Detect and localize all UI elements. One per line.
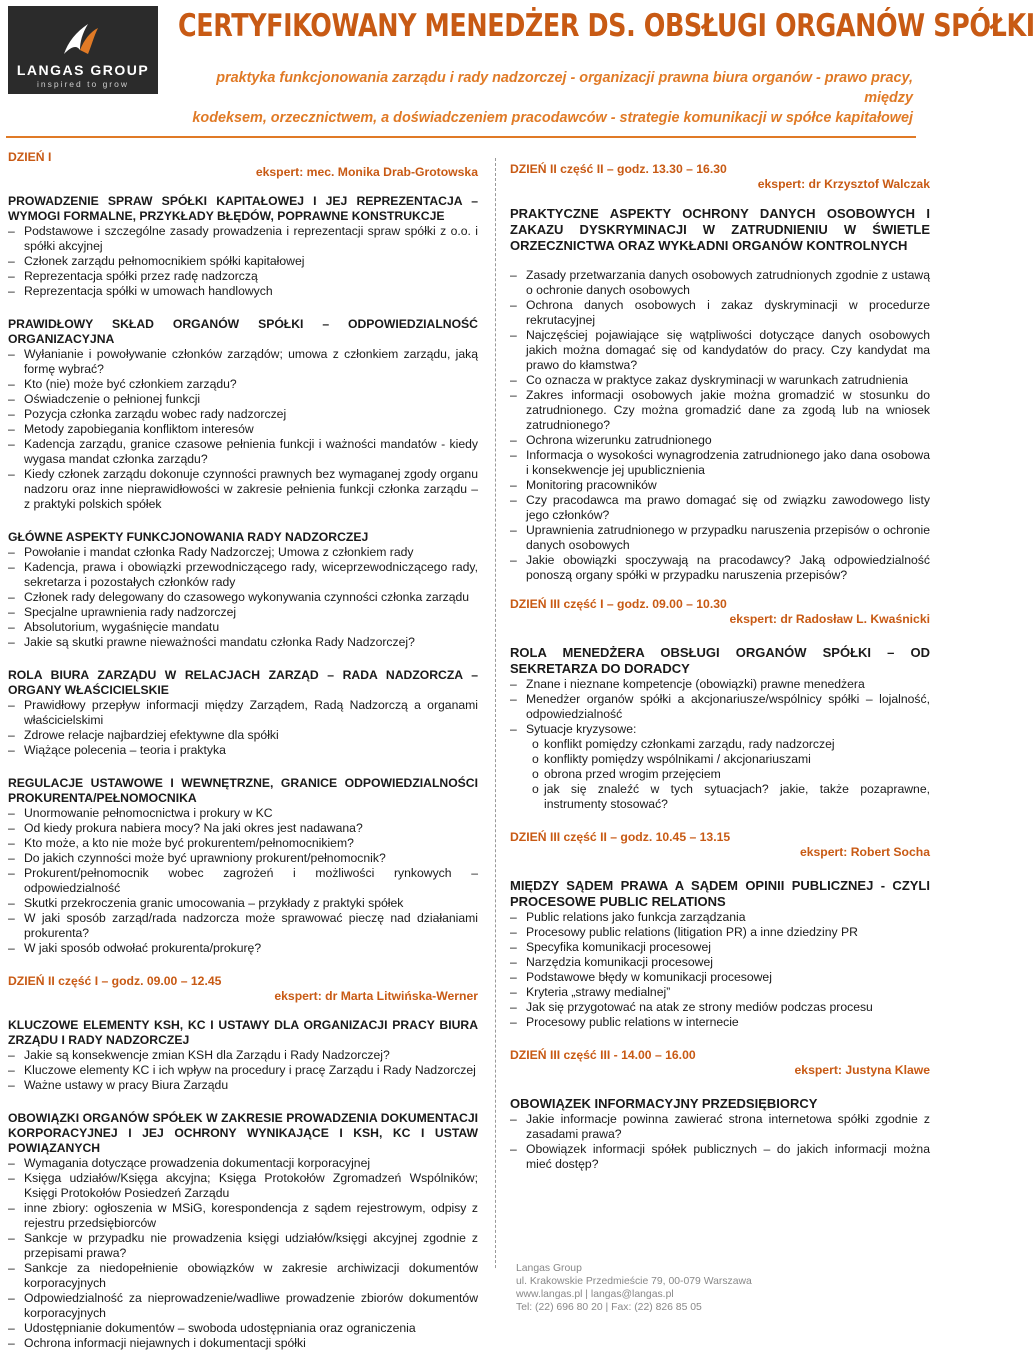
list-item: – Uprawnienia zatrudnionego w przypadku naruszenia przepisów o ochronie danych osobowych bbox=[510, 523, 930, 553]
list-item: – Kluczowe elementy KC i ich wpływ na procedury i pracę Zarządu i Rady Nadzorczej bbox=[8, 1063, 478, 1078]
page-subtitle bbox=[178, 68, 913, 128]
section-list bbox=[8, 347, 478, 512]
day3b-expert: ekspert: Robert Socha bbox=[799, 845, 930, 859]
list-item: – Kto (nie) może być członkiem zarządu? bbox=[8, 377, 478, 392]
footer-phone: Tel: (22) 696 80 20 | Fax: (22) 826 85 05 bbox=[516, 1302, 702, 1313]
list-item: – Sankcje w przypadku nie prowadzenia księgi udziałów/księgi akcyjnej zgodnie z przepisami prawa? bbox=[8, 1231, 478, 1261]
list-item: – Ochrona informacji niejawnych i dokumentacji spółki bbox=[8, 1336, 478, 1351]
section-list bbox=[8, 545, 478, 650]
section-title: ROLA BIURA ZARZĄDU W RELACJACH ZARZĄD – RADA NADZORCZA – ORGANY WŁAŚCICIELSKIE bbox=[8, 668, 478, 697]
list-item: – Public relations jako funkcja zarządzania bbox=[510, 910, 930, 925]
section-title: PRAWIDŁOWY SKŁAD ORGANÓW SPÓŁKI – ODPOWIEDZIALNOŚĆ ORGANIZACYJNA bbox=[8, 317, 478, 346]
list-item: – Wiążące polecenia – teoria i praktyka bbox=[8, 743, 478, 758]
list-item: – Udostępnianie dokumentów – swoboda udostępniania oraz ograniczenia bbox=[8, 1321, 478, 1336]
column-separator bbox=[495, 158, 496, 1268]
sub-list-item: o konflikt pomiędzy członkami zarządu, rady nadzorczej bbox=[510, 737, 930, 752]
section-list bbox=[8, 224, 478, 299]
list-item: – Zdrowe relacje najbardziej efektywne dla spółki bbox=[8, 728, 478, 743]
list-item: – Księga udziałów/Księga akcyjna; Księga Protokołów Zgromadzeń Wspólników; Księgi Protokołów Posiedzeń Zarządu bbox=[8, 1171, 478, 1201]
footer-contact bbox=[516, 1262, 926, 1314]
list-item: – Członek rady delegowany do czasowego wykonywania czynności członka zarządu bbox=[8, 590, 478, 605]
section-title: PROWADZENIE SPRAW SPÓŁKI KAPITAŁOWEJ I JEJ REPREZENTACJA – WYMOGI FORMALNE, PRZYKŁADY BŁĘDÓW, POPRAWNE KONSTRUKCJE bbox=[8, 194, 478, 223]
list-item: – W jaki sposób zarząd/rada nadzorcza może sprawować pieczę nad działaniami prokurenta? bbox=[8, 911, 478, 941]
subtitle-line-1: praktyka funkcjonowania zarządu i rady nadzorczej - organizacji prawna biura organów - prawo pracy, między bbox=[216, 70, 913, 106]
list-item: – Obowiązek informacji spółek publicznych – do jakich informacji można mieć dostęp? bbox=[510, 1142, 930, 1172]
list-item: – Kadencja zarządu, granice czasowe pełnienia funkcji i ważności mandatów - kiedy wygasa mandat członka zarządu? bbox=[8, 437, 478, 467]
brand-tagline: inspired to grow bbox=[36, 79, 129, 89]
footer-company: Langas Group bbox=[516, 1263, 582, 1274]
list-item: – Kadencja, prawa i obowiązki przewodniczącego rady, wiceprzewodniczącego rady, sekretarza i pozostałych członków rady bbox=[8, 560, 478, 590]
list-item: – Wymagania dotyczące prowadzenia dokumentacji korporacyjnej bbox=[8, 1156, 478, 1171]
list-item: – Ochrona wizerunku zatrudnionego bbox=[510, 433, 930, 448]
sub-list bbox=[510, 737, 930, 812]
list-item: – Ważne ustawy w pracy Biura Zarządu bbox=[8, 1078, 478, 1093]
day2a-heading: DZIEŃ II część I – godz. 09.00 – 12.45 bbox=[8, 974, 222, 988]
list-item: – Procesowy public relations (litigation PR) a inne dziedziny PR bbox=[510, 925, 930, 940]
section-list bbox=[8, 806, 478, 956]
list-item: – Powołanie i mandat członka Rady Nadzorczej; Umowa z członkiem rady bbox=[8, 545, 478, 560]
list-item: – Do jakich czynności może być uprawniony prokurent/pełnomocnik? bbox=[8, 851, 478, 866]
list-item: – Oświadczenie o pełnionej funkcji bbox=[8, 392, 478, 407]
list-item: – Jak się przygotować na atak ze strony mediów podczas procesu bbox=[510, 1000, 930, 1015]
list-item: – Monitoring pracowników bbox=[510, 478, 930, 493]
right-column bbox=[510, 162, 930, 1172]
section-list bbox=[8, 698, 478, 758]
list-item: – Metody zapobiegania konfliktom interesów bbox=[8, 422, 478, 437]
sub-list-item: o konflikty pomiędzy wspólnikami / akcjonariuszami bbox=[510, 752, 930, 767]
list-item: – Reprezentacja spółki przez radę nadzorczą bbox=[8, 269, 478, 284]
list-item: – Zakres informacji osobowych jakie można gromadzić w stosunku do zatrudnionego. Czy można gromadzić dane za zgodą lub na wniosek zatrudnionego? bbox=[510, 388, 930, 433]
list-item: – Narzędzia komunikacji procesowej bbox=[510, 955, 930, 970]
list-item: – inne zbiory: ogłoszenia w MSiG, korespondencja z sądem rejestrowym, odpisy z rejestru przedsiębiorców bbox=[8, 1201, 478, 1231]
section-title: REGULACJE USTAWOWE I WEWNĘTRZNE, GRANICE ODPOWIEDZIALNOŚCI PROKURENTA/PEŁNOMOCNIKA bbox=[8, 776, 478, 805]
section-list bbox=[510, 1112, 930, 1172]
list-item: – Znane i nieznane kompetencje (obowiązki) prawne menedżera bbox=[510, 677, 930, 692]
list-item: – Informacja o wysokości wynagrodzenia zatrudnionego jako dana osobowa i konsekwencje jej upublicznienia bbox=[510, 448, 930, 478]
day2a-expert: ekspert: dr Marta Litwińska-Werner bbox=[274, 989, 478, 1003]
list-item: – Jakie informacje powinna zawierać strona internetowa spółki zgodnie z zasadami prawa? bbox=[510, 1112, 930, 1142]
left-column bbox=[8, 150, 478, 1351]
section-title: GŁÓWNE ASPEKTY FUNKCJONOWANIA RADY NADZORCZEJ bbox=[8, 530, 369, 544]
list-item: – Sytuacje kryzysowe: bbox=[510, 722, 930, 737]
day3c-heading: DZIEŃ III część III - 14.00 – 16.00 bbox=[510, 1048, 696, 1062]
list-item: – Reprezentacja spółki w umowach handlowych bbox=[8, 284, 478, 299]
list-item: – Procesowy public relations w internecie bbox=[510, 1015, 930, 1030]
header-divider bbox=[6, 136, 916, 138]
company-logo bbox=[8, 6, 158, 94]
list-item: – Pozycja członka zarządu wobec rady nadzorczej bbox=[8, 407, 478, 422]
day3a-heading: DZIEŃ III część I – godz. 09.00 – 10.30 bbox=[510, 597, 727, 611]
list-item: – Co oznacza w praktyce zakaz dyskryminacji w warunkach zatrudnienia bbox=[510, 373, 930, 388]
footer-web-email: www.langas.pl | langas@langas.pl bbox=[516, 1289, 674, 1300]
list-item: – Unormowanie pełnomocnictwa i prokury w KC bbox=[8, 806, 478, 821]
day2b-heading: DZIEŃ II część II – godz. 13.30 – 16.30 bbox=[510, 162, 727, 176]
brand-name: LANGAS GROUP bbox=[16, 62, 150, 78]
section-list bbox=[510, 268, 930, 583]
subtitle-line-2: kodeksem, orzecznictwem, a doświadczeniem pracodawców - strategie komunikacji w spółce kapitałowej bbox=[192, 110, 913, 126]
sub-list-item: o jak się znaleźć w tych sytuacjach? jakie, także pozaprawne, instrumenty stosować? bbox=[510, 782, 930, 812]
list-item: – Kto może, a kto nie może być prokurentem/pełnomocnikiem? bbox=[8, 836, 478, 851]
sub-list-item: o obrona przed wrogim przejęciem bbox=[510, 767, 930, 782]
list-item: – W jaki sposób odwołać prokurenta/prokurę? bbox=[8, 941, 478, 956]
day1-heading: DZIEŃ I bbox=[8, 150, 52, 164]
list-item: – Menedżer organów spółki a akcjonariusze/wspólnicy spółki – lojalność, odpowiedzialność bbox=[510, 692, 930, 722]
list-item: – Jakie są konsekwencje zmian KSH dla Zarządu i Rady Nadzorczej? bbox=[8, 1048, 478, 1063]
list-item: – Członek zarządu pełnomocnikiem spółki kapitałowej bbox=[8, 254, 478, 269]
list-item: – Kryteria „strawy medialnej” bbox=[510, 985, 930, 1000]
section-title: KLUCZOWE ELEMENTY KSH, KC I USTAWY DLA ORGANIZACJI PRACY BIURA ZRZĄDU I RADY NADZORCZEJ bbox=[8, 1018, 478, 1047]
day2b-expert: ekspert: dr Krzysztof Walczak bbox=[757, 177, 930, 191]
day3b-heading: DZIEŃ III część II – godz. 10.45 – 13.15 bbox=[510, 830, 731, 844]
list-item: – Od kiedy prokura nabiera mocy? Na jaki okres jest nadawana? bbox=[8, 821, 478, 836]
section-title: ROLA MENEDŻERA OBSŁUGI ORGANÓW SPÓŁKI – OD SEKRETARZA DO DORADCY bbox=[510, 645, 930, 676]
section-list bbox=[8, 1048, 478, 1093]
list-item: – Absolutorium, wygaśnięcie mandatu bbox=[8, 620, 478, 635]
list-item: – Wyłanianie i powoływanie członków zarządów; umowa z członkiem zarządu, jaką formę wybrać? bbox=[8, 347, 478, 377]
list-item: – Specyfika komunikacji procesowej bbox=[510, 940, 930, 955]
day3a-expert: ekspert: dr Radosław L. Kwaśnicki bbox=[729, 612, 930, 626]
list-item: – Jakie są skutki prawne nieważności mandatu członka Rady Nadzorczej? bbox=[8, 635, 478, 650]
day3c-expert: ekspert: Justyna Klawe bbox=[794, 1063, 930, 1077]
section-list bbox=[510, 910, 930, 1030]
page-title: CERTYFIKOWANY MENEDŻER DS. OBSŁUGI ORGANÓW SPÓŁKI bbox=[178, 8, 1035, 44]
day1-expert: ekspert: mec. Monika Drab-Grotowska bbox=[255, 165, 478, 179]
list-item: – Zasady przetwarzania danych osobowych zatrudnionych zgodnie z ustawą o ochronie danych osobowych bbox=[510, 268, 930, 298]
list-item: – Podstawowe błędy w komunikacji procesowej bbox=[510, 970, 930, 985]
section-title: OBOWIĄZKI ORGANÓW SPÓŁEK W ZAKRESIE PROWADZENIA DOKUMENTACJI KORPORACYJNEJ I JEJ OCHRONY WYNIKAJĄCE I KSH, KC I USTAW POWIĄZANYCH bbox=[8, 1111, 478, 1155]
section-title: PRAKTYCZNE ASPEKTY OCHRONY DANYCH OSOBOWYCH I ZAKAZU DYSKRYMINACJI W ZATRUDNIENIU W ŚWIETLE ORZECZNICTWA ORAZ WYKŁADNI ORGANÓW KONTROLNYCH bbox=[510, 206, 930, 253]
section-title: MIĘDZY SĄDEM PRAWA A SĄDEM OPINII PUBLICZNEJ - CZYLI PROCESOWE PUBLIC RELATIONS bbox=[510, 878, 930, 909]
list-item: – Prawidłowy przepływ informacji między Zarządem, Radą Nadzorczą a organami właścicielskimi bbox=[8, 698, 478, 728]
list-item: – Prokurent/pełnomocnik wobec zagrożeń i możliwości rynkowych – odpowiedzialność bbox=[8, 866, 478, 896]
list-item: – Sankcje za niedopełnienie obowiązków w zakresie archiwizacji dokumentów korporacyjnych bbox=[8, 1261, 478, 1291]
section-list bbox=[510, 677, 930, 737]
list-item: – Jakie obowiązki spoczywają na pracodawcy? Jaką odpowiedzialność ponoszą organy spółki w przypadku naruszenia przepisów? bbox=[510, 553, 930, 583]
footer-address: ul. Krakowskie Przedmieście 79, 00-079 Warszawa bbox=[516, 1276, 752, 1287]
section-title: OBOWIĄZEK INFORMACYJNY PRZEDSIĘBIORCY bbox=[510, 1096, 818, 1111]
bird-logo-icon bbox=[58, 14, 102, 60]
list-item: – Specjalne uprawnienia rady nadzorczej bbox=[8, 605, 478, 620]
list-item: – Odpowiedzialność za nieprowadzenie/wadliwe prowadzenie zbiorów dokumentów korporacyjnych bbox=[8, 1291, 478, 1321]
list-item: – Czy pracodawca ma prawo domagać się od związku zawodowego listy jego członków? bbox=[510, 493, 930, 523]
list-item: – Ochrona danych osobowych i zakaz dyskryminacji w procedurze rekrutacyjnej bbox=[510, 298, 930, 328]
list-item: – Najczęściej pojawiające się wątpliwości dotyczące danych osobowych jakich można domagać się od kandydatów do pracy. Czy kandydat ma prawo do kłamstwa? bbox=[510, 328, 930, 373]
list-item: – Podstawowe i szczególne zasady prowadzenia i reprezentacji spraw spółki z o.o. i spółki akcyjnej bbox=[8, 224, 478, 254]
list-item: – Kiedy członek zarządu dokonuje czynności prawnych bez wymaganej zgody organu nadzoru oraz inne nieprawidłowości w zakresie pełnienia funkcji członka zarządu – z praktyki polskich spółek bbox=[8, 467, 478, 512]
list-item: – Skutki przekroczenia granic umocowania – przykłady z praktyki spółek bbox=[8, 896, 478, 911]
section-list bbox=[8, 1156, 478, 1351]
